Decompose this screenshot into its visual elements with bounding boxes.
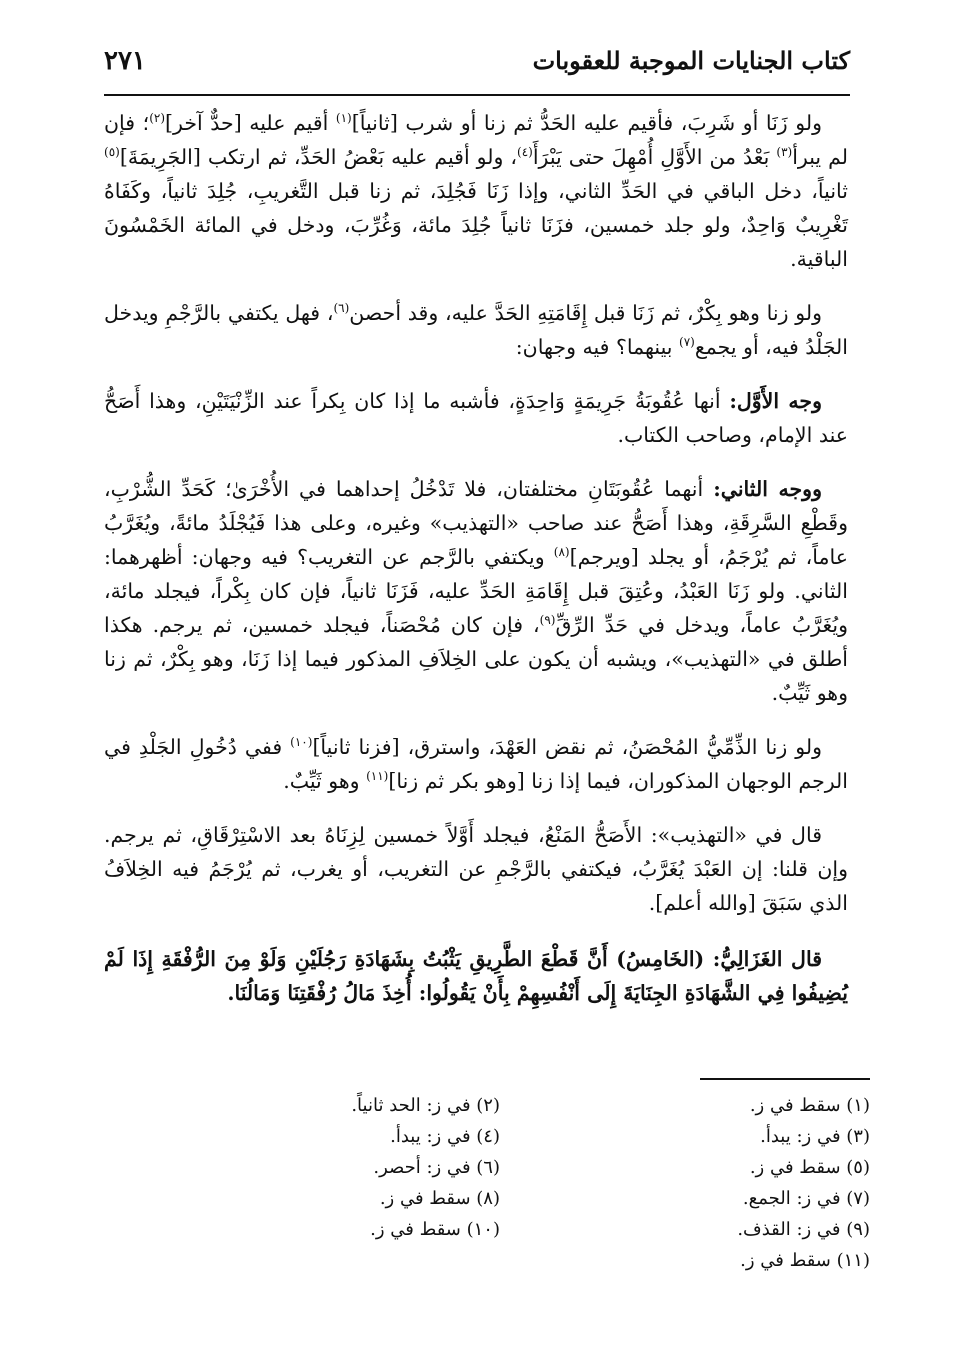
footnote: (٦) في ز: أحصر. [373,1157,500,1178]
footnote-ref: (٦) [333,301,350,316]
footnote-ref: (٨) [553,545,570,560]
paragraph-6: قال في «التهذيب»: الأَصَحُّ المَنْعُ، فيجلد أَوَّلاً خمسين لِزِنَاهُ بعد الاسْتِرْقَاقِ، ثم يرجم. وإن قلنا: إن العَبْدَ يُغَرَّبُ، فيكتفي بالرَّجْمِ عن التغريب، أو يغرب، ثم يُرْجَمُ فيه الخِلاَفُ الذي سَبَقَ [والله أعلم]. [104,823,848,915]
paragraph-4: ووجه الثاني: أنهما عُقُوبَتَانِ مختلفتان، فلا تَدْخُلُ إحداهما في الأُخْرَىٰ؛ كَحَدِّ الشُّرْبِ، وقَطْعِ السَّرِقَةِ، وهذا أَصَحُّ عند صاحب «التهذيب» وغيره، وعلى هذا فَيُجْلَدُ مائةً، ويُغَرَّبُ عاماً، ثم يُرْجَمُ، أو يجلد [ويرجم]$^{(٨)}$ ويكتفي بالرَّجم عن التغريب؟ فيه وجهان: أظهرهما: الثاني. ولو زَنَا العَبْدُ، وعُتِقَ قبل إِقَامَةِ الحَدِّ عليه، فَزَنَا ثانياً، فإن كان بِكْراً، فيجلد مائة، ويُغَرَّبُ عاماً، ويدخل في حَدِّ الرِّقِّ$^{(٩)}$، فإن كان مُحْصَناً، فيجلد خمسين، ثم يرجم. هكذا أطلق في «التهذيب»، ويشبه أن يكون على الخِلاَفِ المذكور فيما إذا زَنَا، وهو بِكْرٌ، ثم زنا وهو ثَيِّبٌ. [104,477,848,705]
footnote-ref: (١١) [366,769,389,784]
footnote: (٧) في ز: الجمع. [742,1188,870,1209]
footnote-ref: (٣) [776,145,793,160]
footnotes-right-column [610,1090,870,1276]
footnote: (٢) في ز: الحد ثانياً. [351,1095,500,1116]
footnotes-left-column [300,1090,500,1245]
footnote: (٣) في ز: يبدأ. [760,1126,870,1147]
footnote: (٨) سقط في ز. [379,1188,500,1209]
footnote: (٥) سقط في ز. [749,1157,870,1178]
page-header [104,40,850,96]
footnote: (١) سقط في ز. [749,1095,870,1116]
footnote-ref: (٩) [539,613,556,628]
running-title: كتاب الجنايات الموجبة للعقوبات [532,46,850,75]
footnote-ref: (٤) [517,145,533,160]
footnote: (١٠) سقط في ز. [370,1219,500,1240]
footnote-ref: (٢) [149,111,166,126]
header-rule [104,94,850,96]
paragraph-1: ولو زَنَا أو شَرِبَ، فأقيم عليه الحَدُّ ثم زنا أو شرب [ثانياً]$^{(١)}$ أقيم عليه [حدٌّ آخر]$^{(٢)}$؛ فإن لم يبرأ$^{(٣)}$ بَعْدُ من الأَوَّلِ أُمْهِلَ حتى يَبْرَأَ$^{(٤)}$، ولو أقيم عليه بَعْضُ الحَدِّ، ثم ارتكب [الجَرِيمَةَ]$^{(٥)}$ ثانياً، دخل الباقي في الحَدِّ الثاني، وإذا زَنَا فَجُلِدَ، ثم زنا قبل التَّغريبِ، جُلِدَ ثانياً، وكَفَاهُ تَغْرِيبٌ وَاحِدٌ، ولو جلد خمسين، فزَنَا ثانياً جُلِدَ مائة، وَغُرِّبَ، ودخل في المائة الخَمْسُونَ الباقية. [104,111,848,271]
paragraph-2: ولو زنا وهو بِكْرٌ، ثم زَنَا قبل إِقَامَتِهِ الحَدَّ عليه، وقد أحصن$^{(٦)}$، فهل يكتفي بالرَّجْمِ ويدخل الجَلْدُ فيه، أو يجمع$^{(٧)}$ بينهما؟ فيه وجهان: [104,301,848,359]
footnote-ref: (٧) [679,335,695,350]
footnote: (٤) في ز: يبدأ. [390,1126,500,1147]
page-number: ٢٧١ [104,46,146,76]
footnote-ref: (١٠) [290,735,313,750]
footnote: (٩) في ز: القذف. [737,1219,870,1240]
paragraph-5: ولو زنا الذِّمِّيُّ المُحْصَنُ، ثم نقض العَهْدَ، واسترق، [فزنا ثانياً]$^{(١٠)}$ ففي دُخُولِ الجَلْدِ في الرجم الوجهان المذكوران، فيما إذا زنا [وهو بكر ثم زنا]$^{(١١)}$ وهو ثَيِّبٌ. [104,735,848,793]
footnote-ref: (١) [335,111,352,126]
footnote-rule [700,1078,870,1080]
main-text [104,106,848,1030]
paragraph-lead: وجه الأَوَّل: [729,389,822,413]
paragraph-3: وجه الأَوَّل: أنها عُقُوبَةُ جَرِيمَةٍ وَاحِدَةٍ، فأشبه ما إذا كان بِكراً عند الزِّنْيَتَيْنِ، وهذا أَصَحُّ عند الإمام، وصاحب الكتاب. [104,389,848,447]
footnote-ref: (٥) [104,145,120,160]
matn-paragraph: قال الغَزَالِيُّ: (الخَامِسُ) أَنَّ قَطْعَ الطَّرِيقِ يَثْبُتُ بِشَهَادَةِ رَجُلَيْنِ وَلَوْ مِنَ الرُّفْقَةِ إِذَا لَمْ يُضِيفُوا فِي الشَّهَادَةِ الجِنَايَةَ إِلَى أَنْفُسِهِمْ بِأَنْ يَقُولُوا: أُخِذَ مَالُ رُفْقَتِنَا وَمَالُنَا. [104,947,848,1005]
paragraph-lead: ووجه الثاني: [713,477,822,501]
footnote: (١١) سقط في ز. [740,1250,870,1271]
